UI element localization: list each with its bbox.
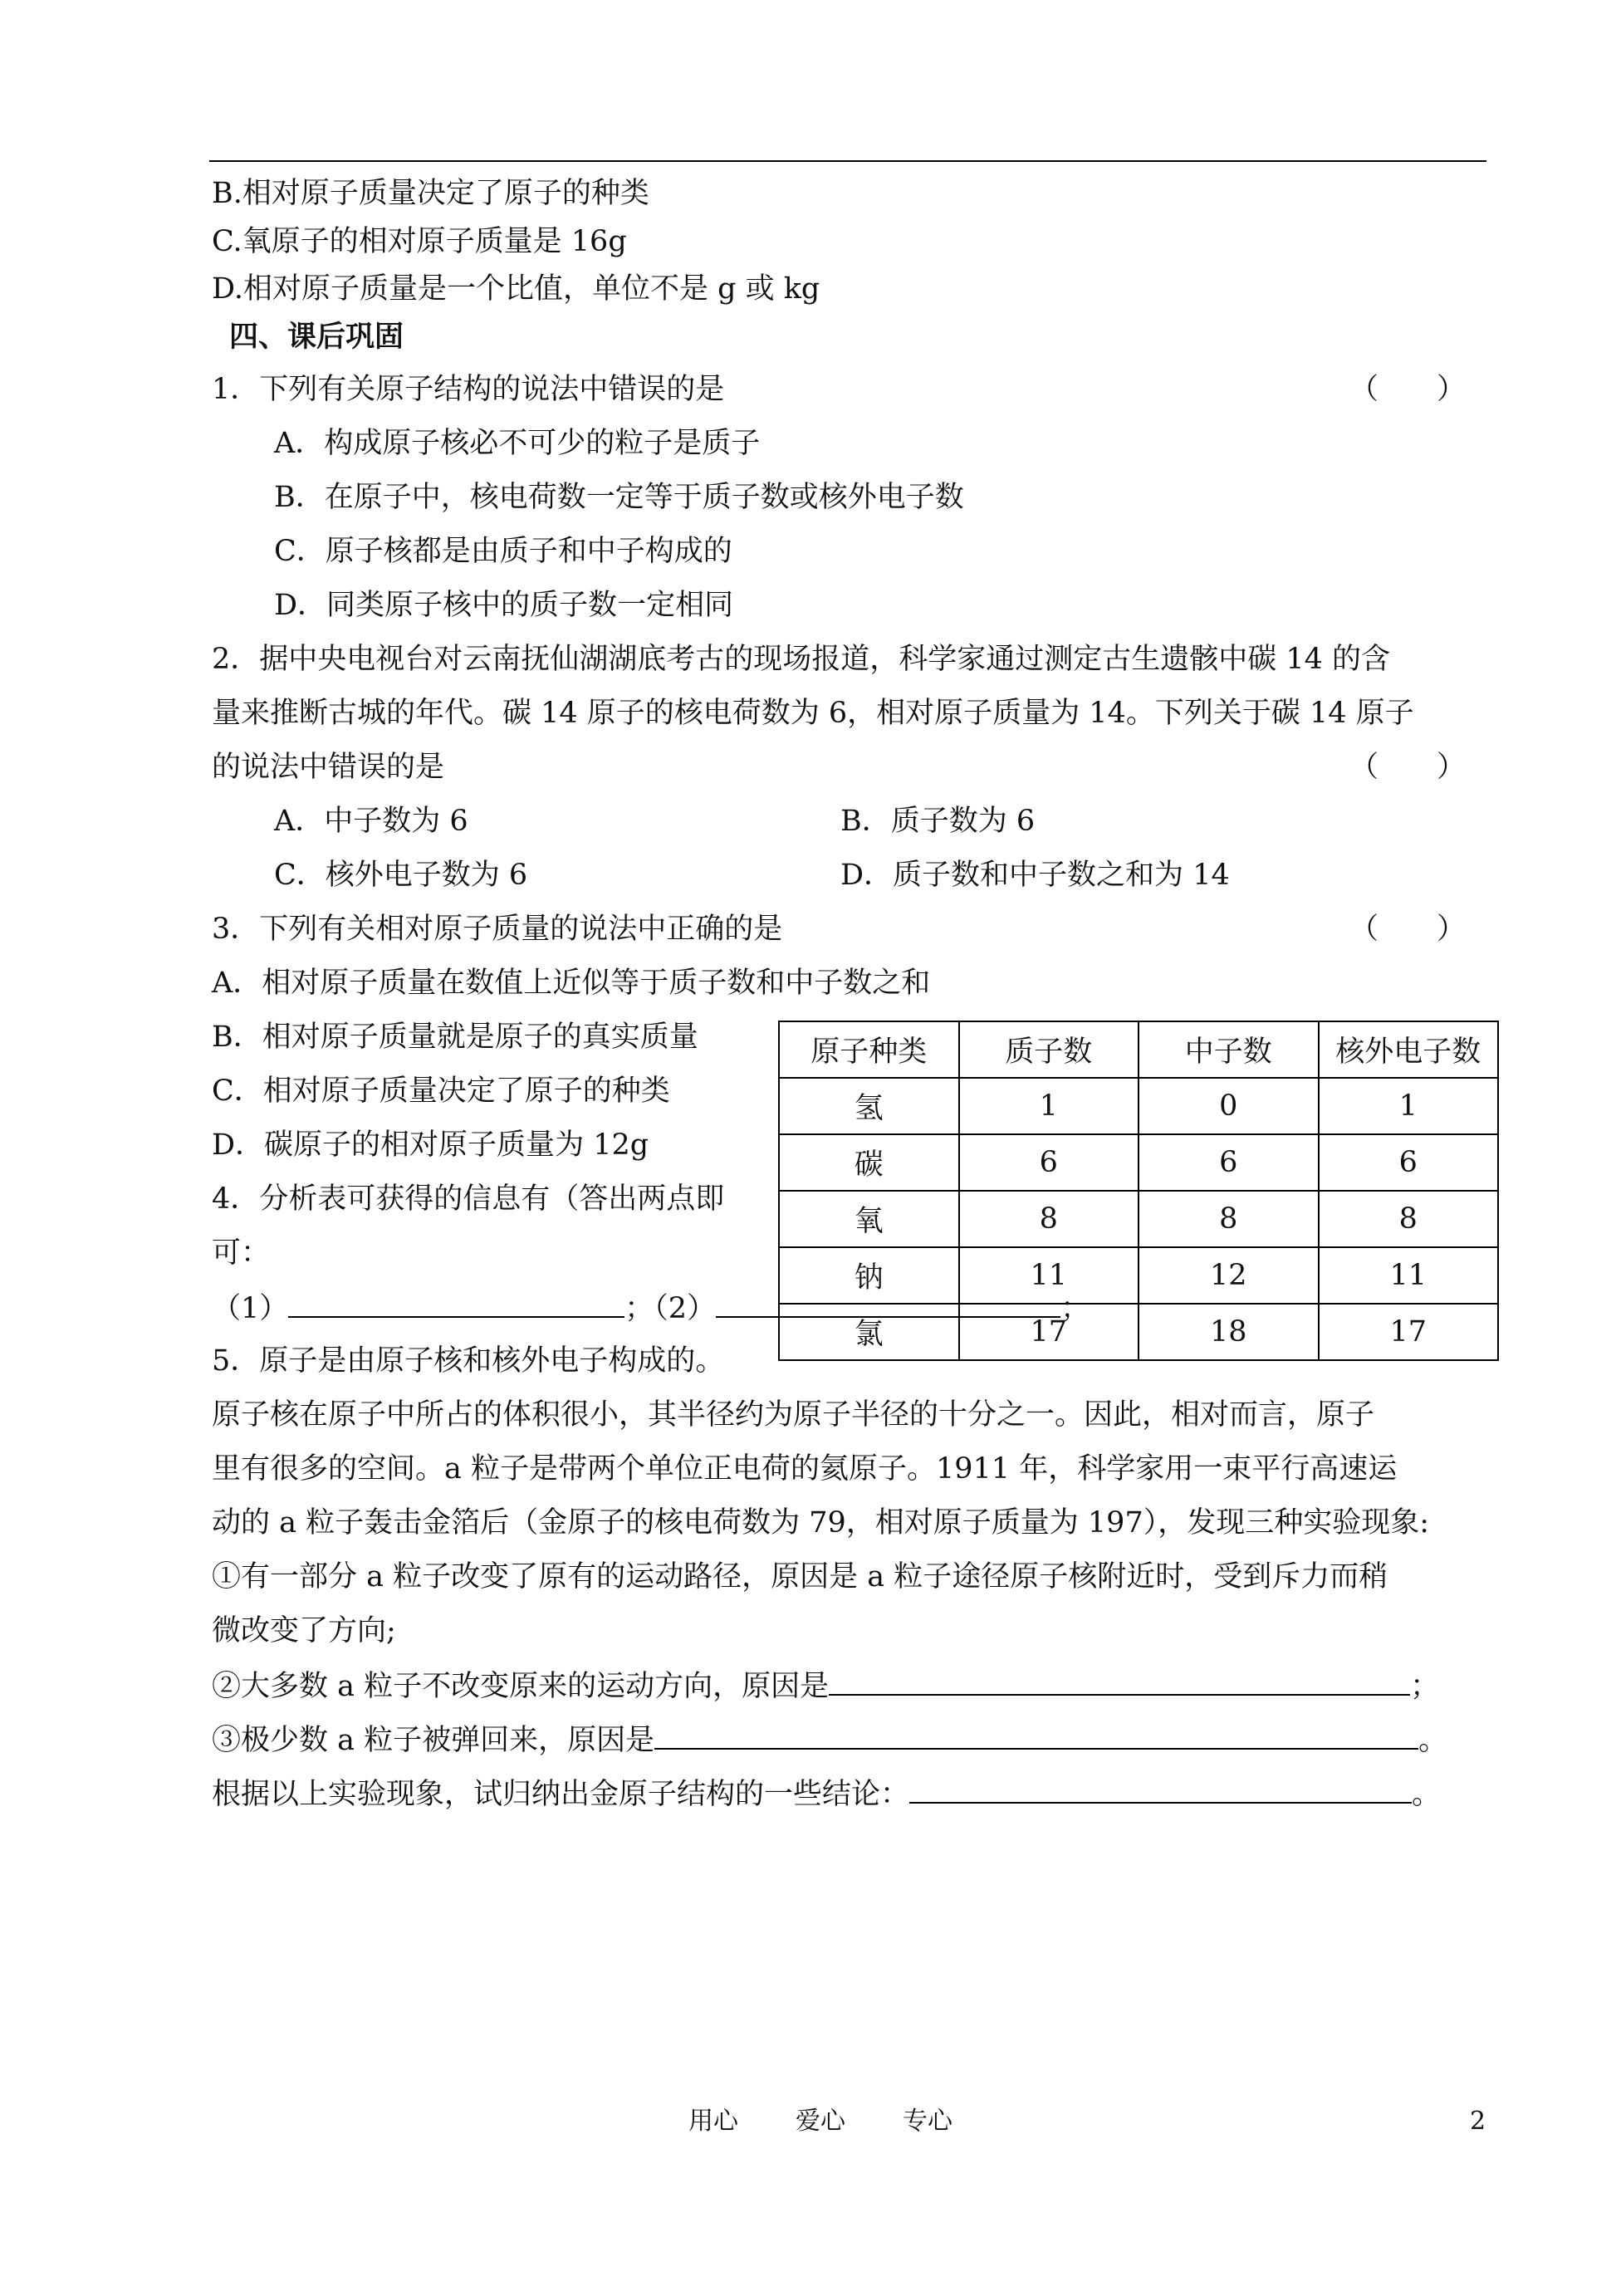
q5-line-6: 微改变了方向; xyxy=(212,1614,396,1647)
table-header-row xyxy=(779,1021,1498,1078)
q1-option-c: C．原子核都是由质子和中子构成的 xyxy=(274,535,732,568)
q5-item-2-end: ； xyxy=(1410,1670,1440,1703)
table-header-cell: 核外电子数 xyxy=(1319,1021,1499,1078)
q4-end: ； xyxy=(1060,1292,1090,1325)
q4-separator: ；（2） xyxy=(624,1292,717,1325)
table-cell: 1 xyxy=(959,1078,1139,1134)
table-cell: 17 xyxy=(959,1304,1139,1360)
q4-blank-1-label: （1） xyxy=(212,1292,289,1325)
q5-line-3: 里有很多的空间。a 粒子是带两个单位正电荷的氦原子。1911 年，科学家用一束平行高速运 xyxy=(212,1452,1398,1486)
q2-line-3: 的说法中错误的是 xyxy=(212,751,445,784)
table-cell: 11 xyxy=(959,1247,1139,1304)
q5-item-2 xyxy=(212,1671,1439,1701)
table-header-cell: 中子数 xyxy=(1139,1021,1319,1078)
prev-option-c: C.氧原子的相对原子质量是 16g xyxy=(212,225,627,258)
table-header-cell: 原子种类 xyxy=(779,1021,959,1078)
q5-conclusion-text: 根据以上实验现象，试归纳出金原子结构的一些结论： xyxy=(212,1778,910,1811)
table-cell: 18 xyxy=(1139,1304,1319,1360)
q1-option-b: B．在原子中，核电荷数一定等于质子数或核外电子数 xyxy=(274,481,964,514)
table-cell: 6 xyxy=(959,1134,1139,1191)
section-title: 四、课后巩固 xyxy=(229,320,404,354)
prev-option-b: B.相对原子质量决定了原子的种类 xyxy=(212,177,649,210)
q3-option-a: A．相对原子质量在数值上近似等于质子数和中子数之和 xyxy=(212,967,931,1000)
table-cell: 6 xyxy=(1139,1134,1319,1191)
table-row xyxy=(779,1191,1498,1247)
q3-answer-paren: （ ） xyxy=(1349,913,1467,946)
q5-item-2-text: ②大多数 a 粒子不改变原来的运动方向，原因是 xyxy=(212,1670,830,1703)
q5-conclusion-blank[interactable] xyxy=(909,1779,1412,1804)
table-cell: 8 xyxy=(1139,1191,1319,1247)
table-cell: 1 xyxy=(1319,1078,1499,1134)
table-cell: 碳 xyxy=(779,1134,959,1191)
q2-option-b: B．质子数为 6 xyxy=(840,805,1036,838)
table-cell: 8 xyxy=(959,1191,1139,1247)
q2-answer-paren: （ ） xyxy=(1349,751,1467,784)
q3-option-b: B．相对原子质量就是原子的真实质量 xyxy=(212,1021,698,1054)
table-cell: 6 xyxy=(1319,1134,1499,1191)
q4-answer-line xyxy=(212,1293,1090,1324)
q5-line-5: ①有一部分 a 粒子改变了原有的运动路径，原因是 a 粒子途径原子核附近时，受到斥力而稍 xyxy=(212,1560,1388,1593)
prev-option-d: D.相对原子质量是一个比值，单位不是 g 或 kg xyxy=(212,272,820,306)
table-cell: 氧 xyxy=(779,1191,959,1247)
table-cell: 12 xyxy=(1139,1247,1319,1304)
q4-line-2: 可： xyxy=(212,1236,271,1270)
q3-stem: 3．下列有关相对原子质量的说法中正确的是 xyxy=(212,913,783,946)
q1-option-d: D．同类原子核中的质子数一定相同 xyxy=(274,589,734,622)
header-rule xyxy=(209,160,1486,162)
table-cell: 8 xyxy=(1319,1191,1499,1247)
q4-line-1: 4．分析表可获得的信息有（答出两点即 xyxy=(212,1182,725,1216)
page-number: 2 xyxy=(1470,2107,1486,2136)
q5-conclusion xyxy=(212,1779,1441,1809)
q1-option-a: A．构成原子核必不可少的粒子是质子 xyxy=(274,427,761,460)
q2-option-a: A．中子数为 6 xyxy=(274,805,468,838)
table-header-cell: 质子数 xyxy=(959,1021,1139,1078)
q5-item-3-end: 。 xyxy=(1418,1724,1448,1757)
q5-item-3 xyxy=(212,1725,1447,1755)
q5-item-3-blank[interactable] xyxy=(654,1725,1418,1750)
q1-stem: 1．下列有关原子结构的说法中错误的是 xyxy=(212,373,725,406)
footer-motto-1: 用心 xyxy=(688,2107,738,2136)
q5-conclusion-end: 。 xyxy=(1412,1778,1442,1811)
table-cell: 氢 xyxy=(779,1078,959,1134)
q2-option-d: D．质子数和中子数之和为 14 xyxy=(840,859,1230,892)
q3-option-d: D．碳原子的相对原子质量为 12g xyxy=(212,1128,649,1162)
q5-line-2: 原子核在原子中所占的体积很小，其半径约为原子半径的十分之一。因此，相对而言，原子 xyxy=(212,1398,1375,1432)
table-row xyxy=(779,1078,1498,1134)
table-row xyxy=(779,1134,1498,1191)
table-cell: 钠 xyxy=(779,1247,959,1304)
footer-motto-2: 爱心 xyxy=(796,2107,845,2136)
table-cell: 17 xyxy=(1319,1304,1499,1360)
q4-blank-2[interactable] xyxy=(716,1293,1060,1318)
q5-line-1: 5．原子是由原子核和核外电子构成的。 xyxy=(212,1344,725,1378)
q4-blank-1[interactable] xyxy=(288,1293,624,1318)
table-cell: 氯 xyxy=(779,1304,959,1360)
q2-option-c: C．核外电子数为 6 xyxy=(274,859,528,892)
q2-line-1: 2．据中央电视台对云南抚仙湖湖底考古的现场报道，科学家通过测定古生遗骸中碳 14 的含 xyxy=(212,643,1391,676)
table-cell: 11 xyxy=(1319,1247,1499,1304)
q1-answer-paren: （ ） xyxy=(1349,373,1467,406)
q5-item-2-blank[interactable] xyxy=(829,1671,1410,1696)
footer-motto-3: 专心 xyxy=(903,2107,952,2136)
q5-line-4: 动的 a 粒子轰击金箔后（金原子的核电荷数为 79，相对原子质量为 197），发现三种实验现象: xyxy=(212,1506,1430,1540)
q5-item-3-text: ③极少数 a 粒子被弹回来，原因是 xyxy=(212,1724,655,1757)
q2-line-2: 量来推断古城的年代。碳 14 原子的核电荷数为 6，相对原子质量为 14。下列关于碳 14 原子 xyxy=(212,697,1414,730)
q3-option-c: C．相对原子质量决定了原子的种类 xyxy=(212,1075,670,1108)
table-cell: 0 xyxy=(1139,1078,1319,1134)
